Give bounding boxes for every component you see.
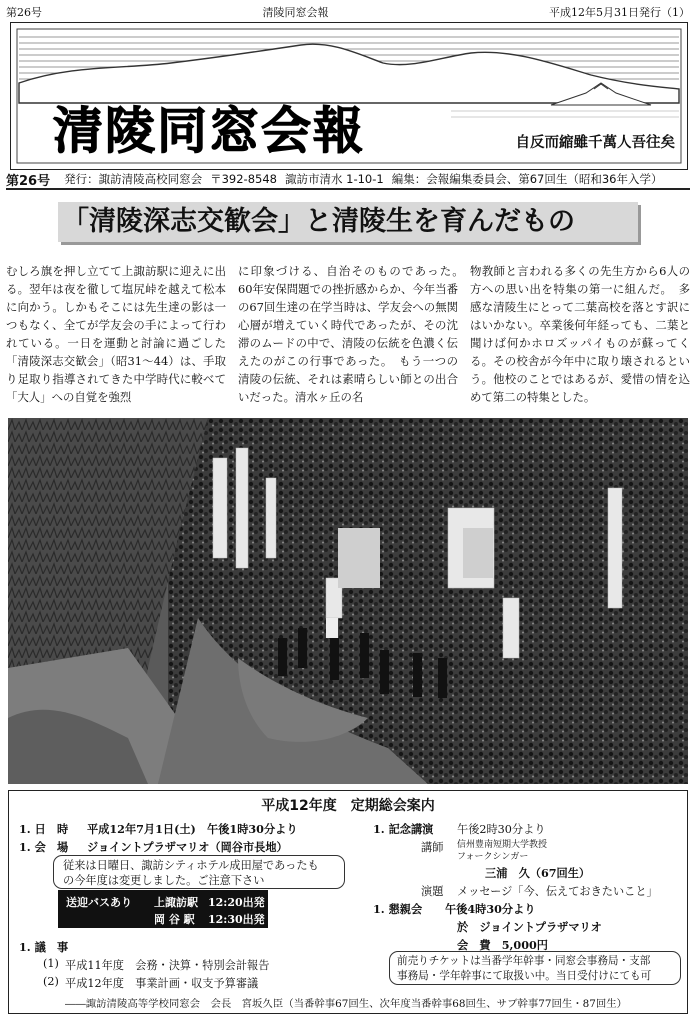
article-text-3: 物教師と言われる多くの先生方から6人の方への思い出を特集の第一に組んだ。 多感な清陵生にとって二葉高校を落とす訳にはいかない。卒業後何年経っても、二葉と聞けば何かホロズッパイものが蘇ってくる。その校舎が今年中に取り壊されるという。他校のことではあるが、愛惜の情を込めて第二の特集とした。	[470, 264, 690, 404]
venue-label: 1. 会 場	[19, 840, 69, 854]
party-time: 午後4時30分より	[445, 902, 536, 916]
venue-note-line-1: 従来は日曜日、諏訪シティホテル成田屋であったも	[63, 859, 319, 872]
speaker-name: 三浦 久（67回生）	[485, 866, 591, 880]
party-label: 1. 懇親会	[373, 902, 423, 916]
speaker-affiliation-1: 信州豊南短期大学教授	[457, 840, 548, 850]
datetime-label: 1. 日 時	[19, 822, 69, 836]
headline: 「清陵深志交歓会」と清陵生を育んだもの	[58, 202, 638, 242]
publisher: 発行：諏訪清陵高校同窓会	[64, 172, 203, 186]
article-text-2: に印象づける、自治そのものであった。 60年安保問題での挫折感からか、今年当番の67回生達の在学当時は、学友会への無関心層が増えていく時代であったが、その沈滞のムードの中で、清陵の伝統を色濃く伝えたのがこの行事であった。 もう一つの清陵の伝統、それは素晴らしい師との出合いだった。清水ヶ丘の名	[238, 264, 470, 404]
bus-2-time: 12:30出発	[208, 913, 265, 926]
bus-1-time: 12:20出発	[208, 896, 265, 909]
top-issue: 第26号	[6, 6, 42, 19]
venue-value: ジョイントプラザマリオ（岡谷市長地）	[87, 840, 288, 854]
agenda-1: 平成11年度 会務・決算・特別会計報告	[65, 959, 270, 972]
ticket-note-line-1: 前売りチケットは当番学年幹事・同窓会事務局・支部	[397, 955, 651, 967]
agenda-2: 平成12年度 事業計画・収支予算審議	[65, 977, 259, 990]
topic-value: メッセージ「今、伝えておきたいこと」	[457, 885, 658, 898]
topic-label: 演題	[421, 885, 444, 898]
agenda-2-number: (2)	[43, 975, 59, 988]
publication-info	[6, 170, 690, 190]
lecture-label: 1. 記念講演	[373, 822, 434, 836]
address: 諏訪市清水 1-10-1	[284, 172, 384, 186]
article-column-1	[6, 262, 226, 412]
issue-number: 第26号	[6, 173, 51, 189]
masthead-motto: 自反而縮雖千萬人吾往矣	[515, 135, 675, 151]
zip-code: 〒392-8548	[210, 172, 277, 186]
article-column-2	[238, 262, 470, 412]
top-bar	[6, 4, 690, 20]
party-venue: 於 ジョイントプラザマリオ	[457, 920, 602, 934]
speaker-label: 講師	[421, 841, 444, 854]
party-fee: 会 費 5,000円	[457, 938, 548, 952]
masthead	[10, 22, 688, 170]
crowd-photo-image	[8, 418, 688, 784]
datetime-value: 平成12年7月1日(土) 午後1時30分より	[87, 822, 298, 836]
speaker-affiliation-2: フォークシンガー	[457, 852, 529, 862]
editor: 編集：会報編集委員会、第67回生（昭和36年入学）	[391, 172, 663, 186]
bus-1-station: 上諏訪駅	[154, 896, 198, 909]
venue-note-line-2: の今年度は変更しました。ご注意下さい	[63, 874, 265, 887]
masthead-title: 清陵同窓会報	[53, 102, 365, 160]
bus-label: 送迎バスあり	[66, 896, 132, 909]
article-body	[6, 262, 690, 412]
top-date: 平成12年5月31日発行（1）	[549, 6, 690, 19]
notice-title: 平成12年度 定期総会案内	[261, 798, 435, 814]
notice-footer: ――諏訪清陵高等学校同窓会 会長 宮坂久臣（当番幹事67回生、次年度当番幹事68回生、サブ幹事77回生・87回生）	[65, 998, 628, 1010]
top-paper-name: 清陵同窓会報	[262, 6, 329, 19]
agenda-label: 1. 議 事	[19, 940, 69, 954]
article-column-3	[470, 262, 690, 412]
article-text-1: むしろ旗を押し立てて上諏訪駅に迎えに出る。翌年は夜を徹して塩尻峠を越えて松本に向かう。しかもそこには先生達の影は一つもなく、全てが学友会の手によって行われている。一日を運動と討論に過ごした「清陵深志交歓会」（昭31〜44）は、手取り足取り指導されてきた中学時代に較べて「大人」への自覚を強烈	[6, 264, 226, 404]
shuttle-bus-box	[58, 890, 268, 928]
crowd-photo	[8, 418, 688, 784]
ticket-note-line-2: 事務局・学年幹事にて取扱い中。当日受付けにても可	[397, 970, 652, 982]
lecture-time: 午後2時30分より	[457, 823, 546, 836]
agenda-1-number: (1)	[43, 957, 59, 970]
bus-2-station: 岡 谷 駅	[154, 913, 195, 926]
